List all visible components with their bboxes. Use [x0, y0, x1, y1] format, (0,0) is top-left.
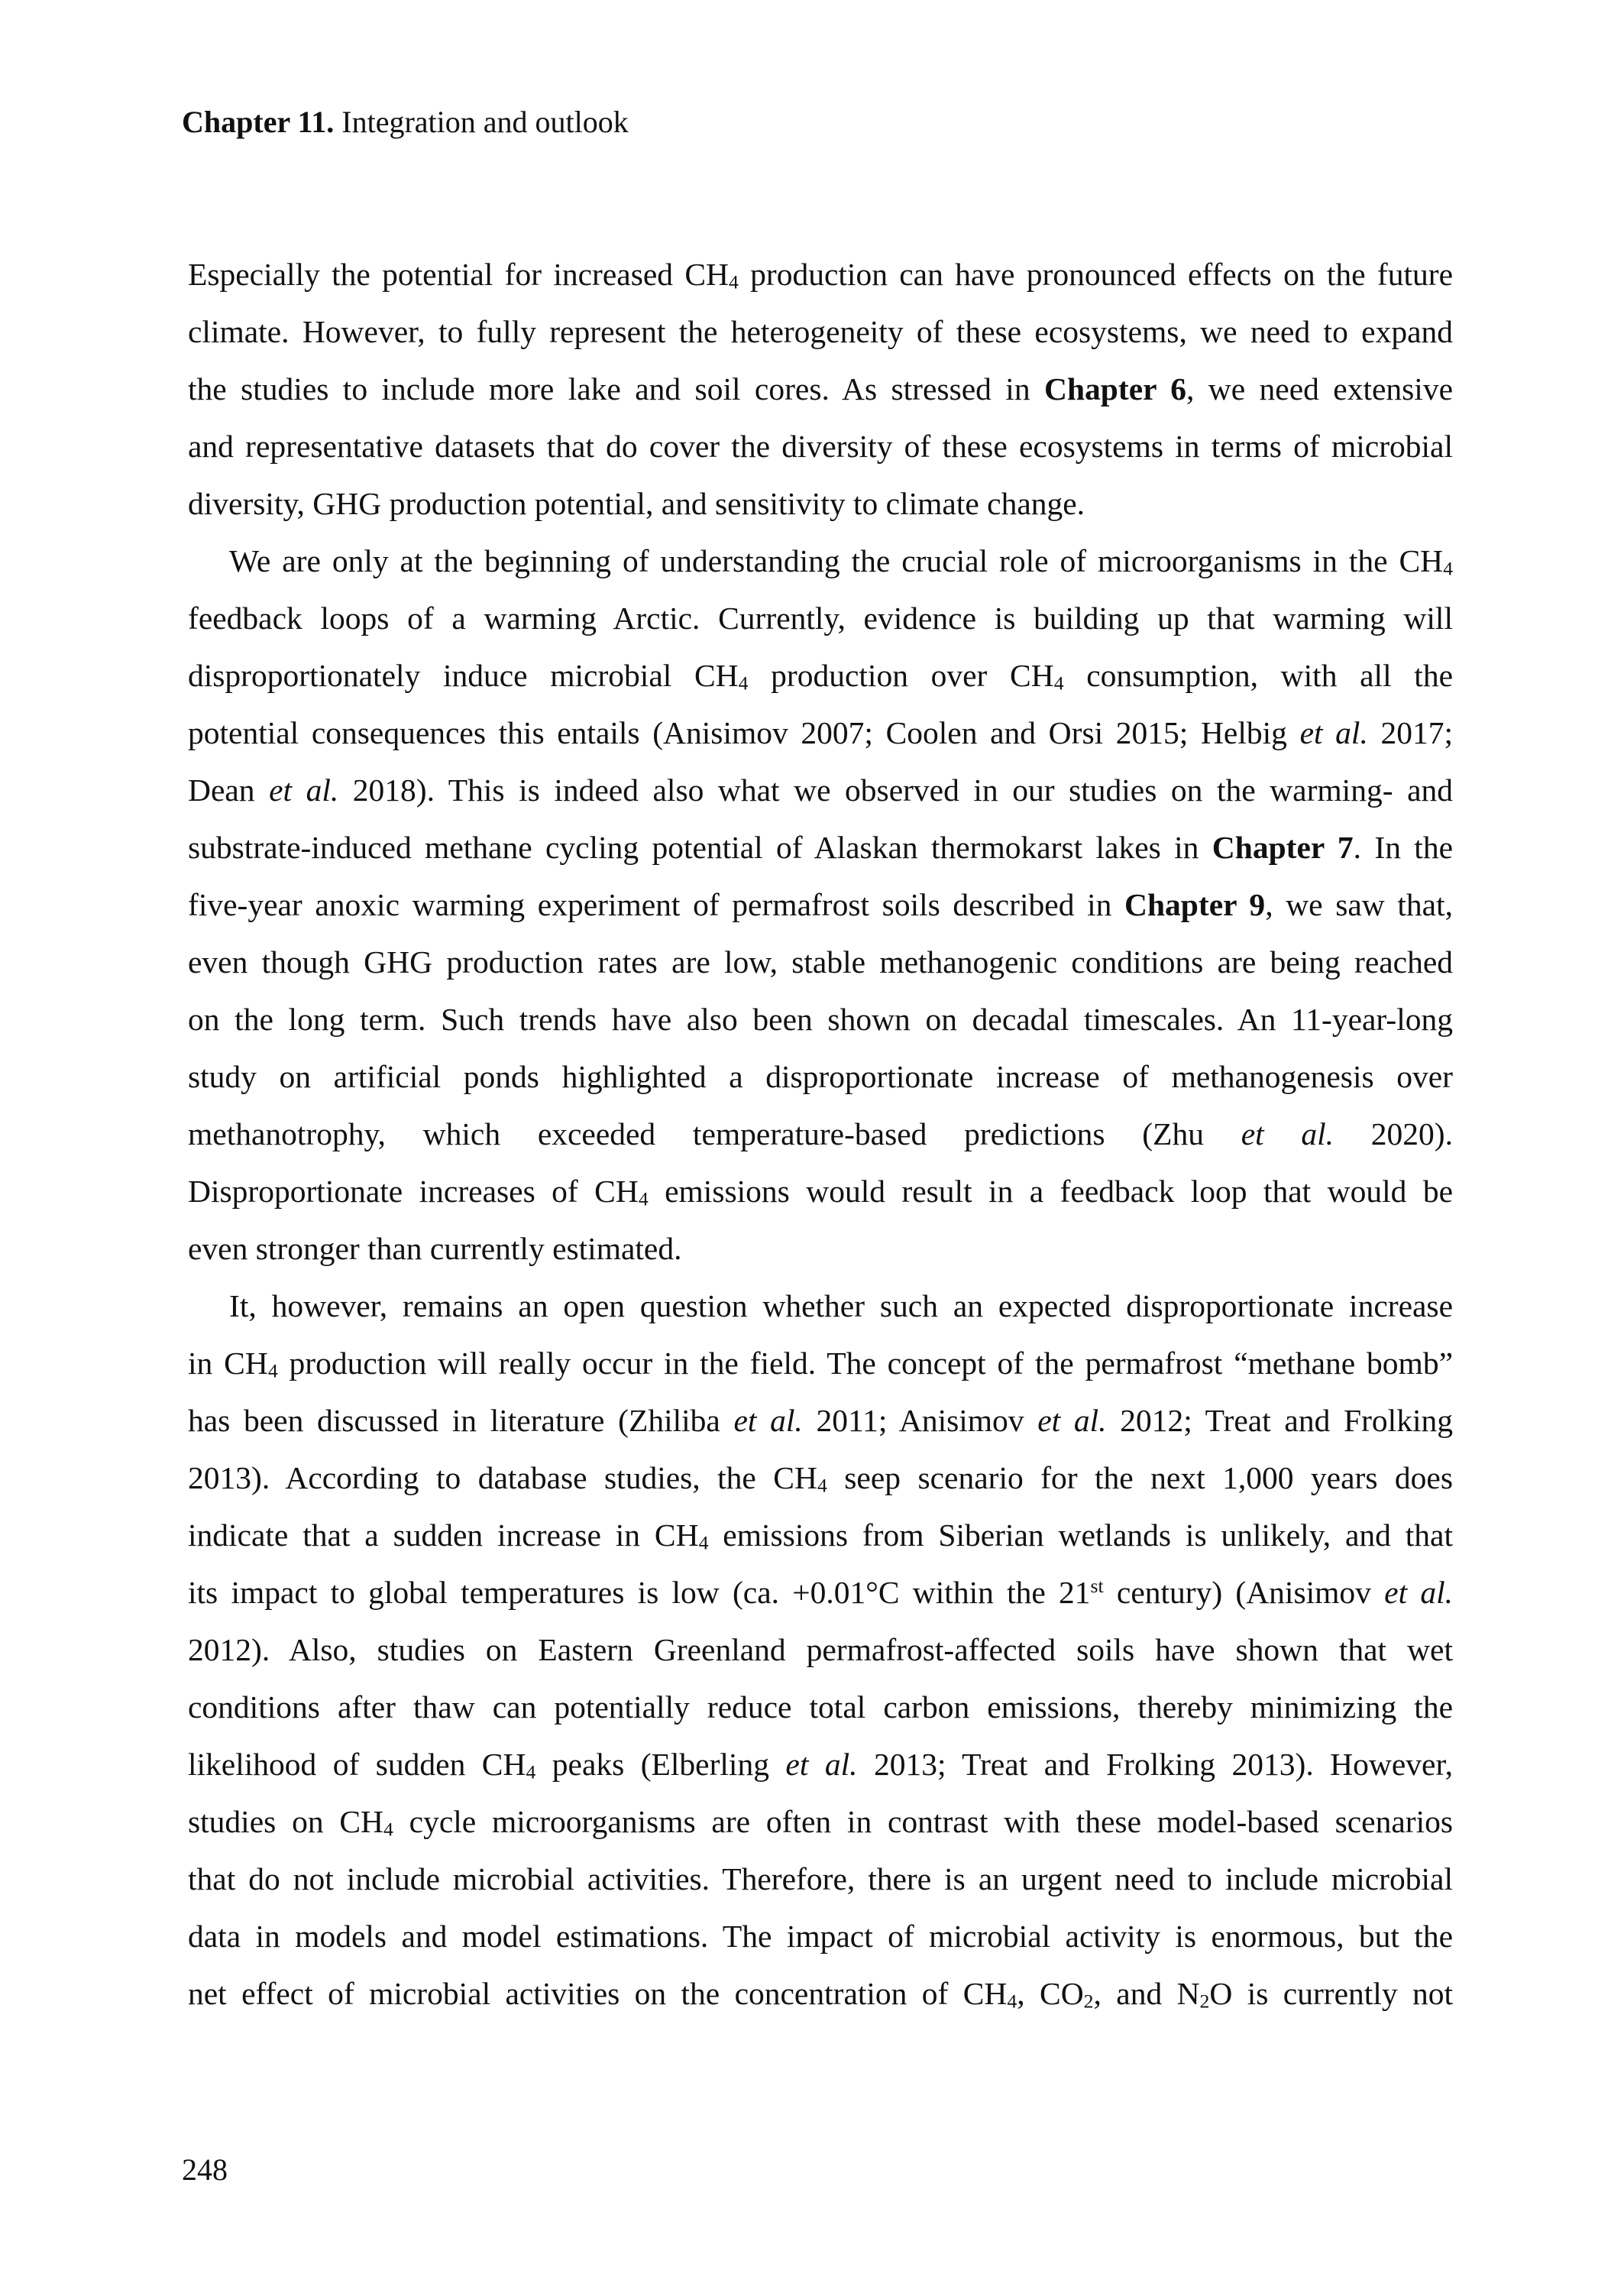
text-line: even though GHG production rates are low, stable methanogenic conditions are being reached	[188, 944, 1453, 980]
paragraph-3	[188, 1278, 1453, 2023]
text-line: Disproportionate increases of $CH_4$ emissions would result in a feedback loop that would be	[188, 1174, 1453, 1210]
text-line: study on artificial ponds highlighted a disproportionate increase of methanogenesis over	[188, 1059, 1453, 1094]
text-line: has been discussed in literature (Zhiliba et al. 2011; Anisimov et al. 2012; Treat and Frolking	[188, 1403, 1453, 1438]
text-line: indicate that a sudden increase in $CH_4$ emissions from Siberian wetlands is unlikely, and that	[188, 1517, 1454, 1554]
text-line: It, however, remains an open question whether such an expected disproportionate increase	[229, 1288, 1453, 1323]
text-line: Dean et al. 2018). This is indeed also what we observed in our studies on the warming- and	[188, 772, 1453, 808]
text-line: 2013). According to database studies, the $CH_4$ seep scenario for the next 1,000 years does	[188, 1460, 1453, 1497]
text-line: in $CH_4$ production will really occur in the field. The concept of the permafrost “methane bomb”	[188, 1346, 1454, 1382]
text-line: We are only at the beginning of understanding the crucial role of microorganisms in the $CH_4$	[229, 543, 1453, 580]
text-line: that do not include microbial activities. Therefore, there is an urgent need to include microbial	[188, 1861, 1453, 1896]
text-line: and representative datasets that do cover the diversity of these ecosystems in terms of microbial	[188, 429, 1453, 464]
text-line: diversity, GHG production potential, and sensitivity to climate change.	[188, 486, 1085, 521]
text-line: conditions after thaw can potentially reduce total carbon emissions, thereby minimizing the	[188, 1689, 1453, 1725]
text-line: likelihood of sudden $CH_4$ peaks (Elberling et al. 2013; Treat and Frolking 2013). However,	[188, 1747, 1453, 1783]
text-line: five-year anoxic warming experiment of permafrost soils described in Chapter 9, we saw that,	[188, 887, 1453, 922]
text-line: substrate-induced methane cycling potential of Alaskan thermokarst lakes in Chapter 7. In the	[188, 830, 1453, 865]
text-line: the studies to include more lake and soil cores. As stressed in Chapter 6, we need extensive	[188, 371, 1453, 406]
text-line: studies on $CH_4$ cycle microorganisms are often in contrast with these model-based scenarios	[188, 1804, 1454, 1841]
running-head-chapter-title: Integration and outlook	[341, 105, 629, 139]
text-line: climate. However, to fully represent the heterogeneity of these ecosystems, we need to expand	[188, 314, 1453, 349]
text-line: feedback loops of a warming Arctic. Currently, evidence is building up that warming will	[188, 601, 1453, 636]
paragraph-2	[188, 533, 1453, 1278]
text-line: disproportionately induce microbial $CH_4$ production over $CH_4$ consumption, with all the	[188, 658, 1453, 695]
text-line: even stronger than currently estimated.	[188, 1231, 682, 1266]
paragraph-1	[188, 246, 1453, 533]
page-number: 248	[182, 2152, 228, 2187]
text-line: net effect of microbial activities on the concentration of $CH_4$, $CO_2$, and $N_2O$ is currently not	[188, 1976, 1453, 2013]
text-line: 2012). Also, studies on Eastern Greenland permafrost-affected soils have shown that wet	[188, 1632, 1453, 1667]
text-line: data in models and model estimations. The impact of microbial activity is enormous, but the	[188, 1919, 1453, 1954]
text-line: Especially the potential for increased $CH_4$ production can have pronounced effects on the future	[188, 257, 1453, 293]
text-line: its impact to global temperatures is low (ca. +0.01°C within the 21st century) (Anisimov et al.	[188, 1574, 1453, 1610]
text-line: methanotrophy, which exceeded temperature-based predictions (Zhu et al. 2020).	[188, 1116, 1454, 1151]
running-head	[182, 99, 629, 145]
body-text	[188, 246, 1453, 2023]
text-line: on the long term. Such trends have also been shown on decadal timescales. An 11-year-long	[188, 1002, 1453, 1037]
running-head-chapter-label: Chapter 11.	[182, 105, 335, 139]
text-line: potential consequences this entails (Anisimov 2007; Coolen and Orsi 2015; Helbig et al. 2017;	[188, 715, 1454, 750]
